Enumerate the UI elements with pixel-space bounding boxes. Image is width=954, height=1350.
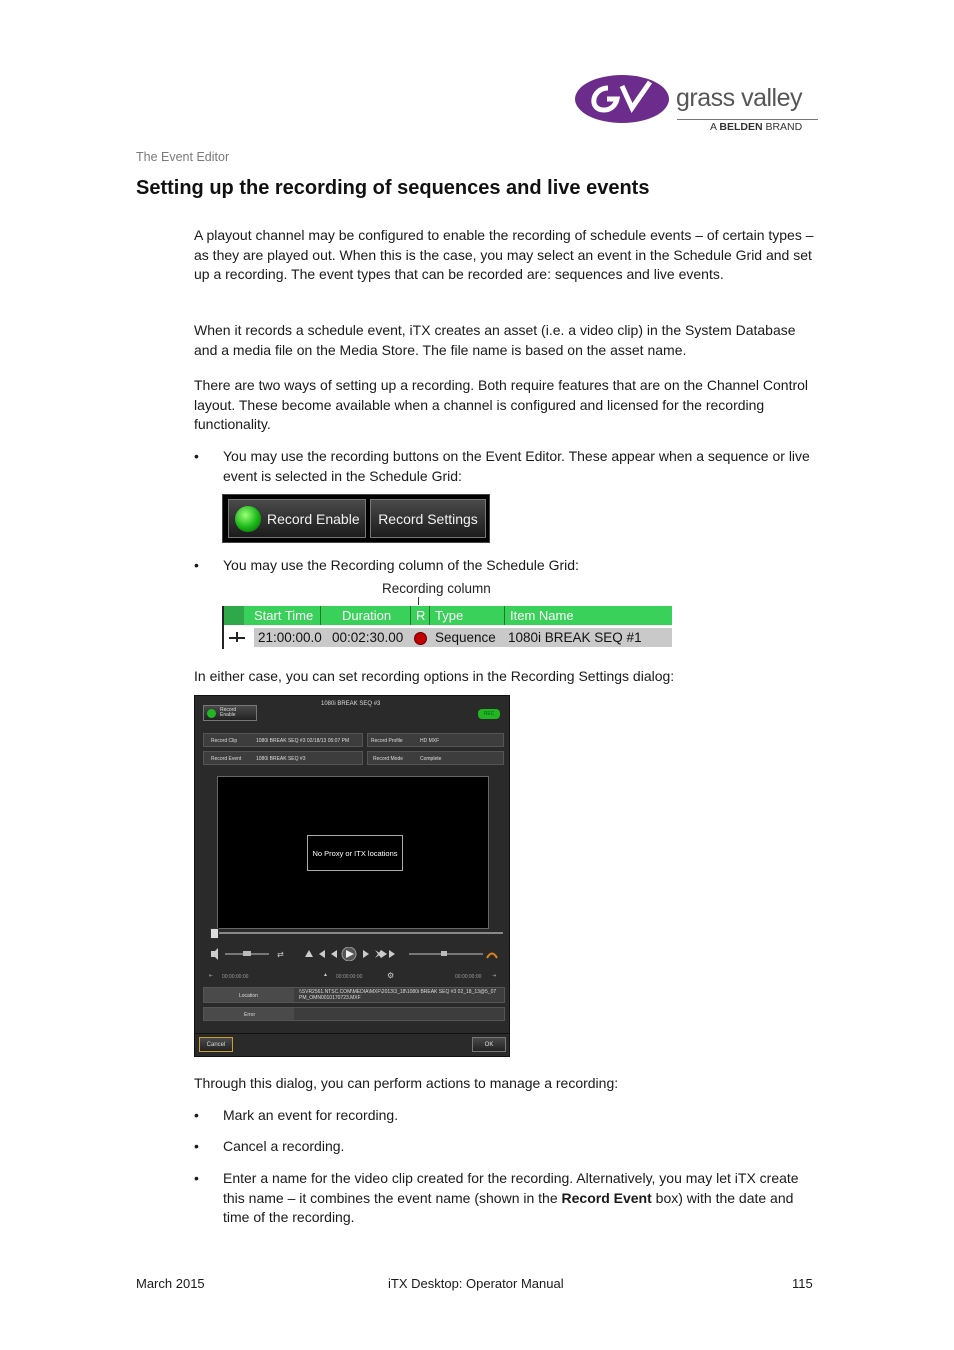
column-item-name[interactable]: Item Name (510, 608, 574, 623)
brand-tagline: A BELDEN BRAND (710, 121, 803, 133)
footer-doc-title: iTX Desktop: Operator Manual (388, 1276, 564, 1291)
mark-icon[interactable]: ▲ (323, 972, 328, 978)
scrub-handle[interactable] (210, 928, 219, 939)
record-profile-select[interactable]: HD MXF (420, 738, 440, 744)
dialog-record-enable-button[interactable]: Record Enable (203, 705, 257, 721)
bullet-icon: • (194, 448, 199, 464)
column-start-time[interactable]: Start Time (254, 608, 314, 623)
out-point-icon[interactable]: ⇥ (492, 973, 497, 979)
column-recording[interactable]: R (416, 608, 426, 623)
cancel-button[interactable]: Cancel (199, 1037, 233, 1052)
caption-pointer (418, 597, 419, 605)
gear-icon[interactable]: ⚙ (387, 971, 395, 980)
volume-icon (211, 948, 218, 960)
record-enable-button[interactable]: Record Enable (228, 499, 366, 538)
speed-gauge-icon (487, 954, 497, 959)
brand-name: grass valley (676, 84, 802, 112)
timecode-in: 00:00:00:00 (222, 974, 249, 980)
timecode-out: 00:00:00:00 (455, 974, 482, 980)
paragraph: A playout channel may be configured to enable the recording of schedule events – of certain types – as they are played out. When this is the case, you may select an event in the Schedule Grid and set up a recording. The event types that can be recorded are: sequences and live events. (194, 227, 814, 283)
bullet-icon: • (194, 1170, 199, 1186)
end-icon (389, 950, 395, 958)
recording-settings-dialog: Record Enable 1080i BREAK SEQ #3 REC Record Clip 1080i BREAK SEQ #3 02/18/13 05:07 PM Record Profile HD MXF Record Event 1080i BREAK SEQ #3 Record Mode Complete No Proxy or ITX locations ⇄ ⇤ 00:00:00:00 ▲ 00:00:00:00 ⚙ 00:00:00:00 ⇥ Location \\SVR2561.NTSC.COM\MEDIA\MXF\2013\3_18\1080i BREAK SEQ #3 02_18_13@5_07 PM_OMN0010170723.MXF Error Cancel OK (194, 695, 510, 1057)
record-indicator-icon[interactable] (414, 632, 427, 645)
record-clip-input[interactable]: 1080i BREAK SEQ #3 02/18/13 05:07 PM (256, 738, 350, 744)
record-buttons-figure (222, 494, 490, 543)
page-title: Setting up the recording of sequences and live events (136, 177, 650, 199)
fast-forward-icon (375, 950, 387, 958)
bullet-icon: • (194, 1138, 199, 1154)
paragraph: In either case, you can set recording options in the Recording Settings dialog: (194, 668, 675, 684)
record-mode-select[interactable]: Complete (420, 756, 442, 762)
section-label: The Event Editor (136, 150, 230, 164)
rewind-icon (319, 950, 325, 958)
record-event-input[interactable]: 1080i BREAK SEQ #3 (256, 756, 306, 762)
paragraph: There are two ways of setting up a recording. Both require features that are on the Channel Control layout. These become available when a channel is configured and licensed for the recording functionality. (194, 377, 809, 433)
record-led-icon (235, 506, 261, 532)
location-value: \\SVR2561.NTSC.COM\MEDIA\MXF\2013\3_18\1080i BREAK SEQ #3 02_18_13@5_07 PM_OMN0010170723.MXF (299, 989, 497, 1001)
transport-controls[interactable] (209, 947, 499, 961)
no-proxy-message: No Proxy or ITX locations (307, 835, 403, 871)
footer-date: March 2015 (136, 1276, 205, 1291)
table-row[interactable]: 21:00:00.0 00:02:30.00 Sequence 1080i BREAK SEQ #1 (224, 628, 672, 647)
paragraph: When it records a schedule event, iTX creates an asset (i.e. a video clip) in the System Database and a media file on the Media Store. The file name is based on the asset name. (194, 322, 796, 358)
scrub-bar[interactable] (211, 932, 503, 934)
column-duration[interactable]: Duration (342, 608, 392, 623)
bullet-icon: • (194, 557, 199, 573)
page-number: 115 (792, 1276, 813, 1291)
schedule-grid (222, 606, 674, 649)
svg-text:⇄: ⇄ (277, 950, 284, 959)
step-back-icon (331, 950, 337, 958)
record-settings-button[interactable]: Record Settings (370, 499, 486, 538)
in-point-icon[interactable]: ⇤ (209, 973, 214, 979)
timecode-current: 00:00:00:00 (336, 974, 363, 980)
paragraph: Through this dialog, you can perform actions to manage a recording: (194, 1075, 619, 1091)
ok-button[interactable]: OK (472, 1037, 506, 1052)
rec-badge: REC (478, 709, 500, 719)
column-type[interactable]: Type (435, 608, 464, 623)
step-forward-icon (363, 950, 369, 958)
sequence-marker-icon (228, 631, 246, 643)
grass-valley-logo (574, 72, 820, 134)
eject-icon (305, 950, 313, 957)
record-led-icon (207, 709, 216, 718)
grid-header (224, 606, 672, 625)
recording-column-caption: Recording column (382, 581, 491, 596)
dialog-title: 1080i BREAK SEQ #3 (321, 701, 381, 707)
bullet-icon: • (194, 1107, 199, 1123)
